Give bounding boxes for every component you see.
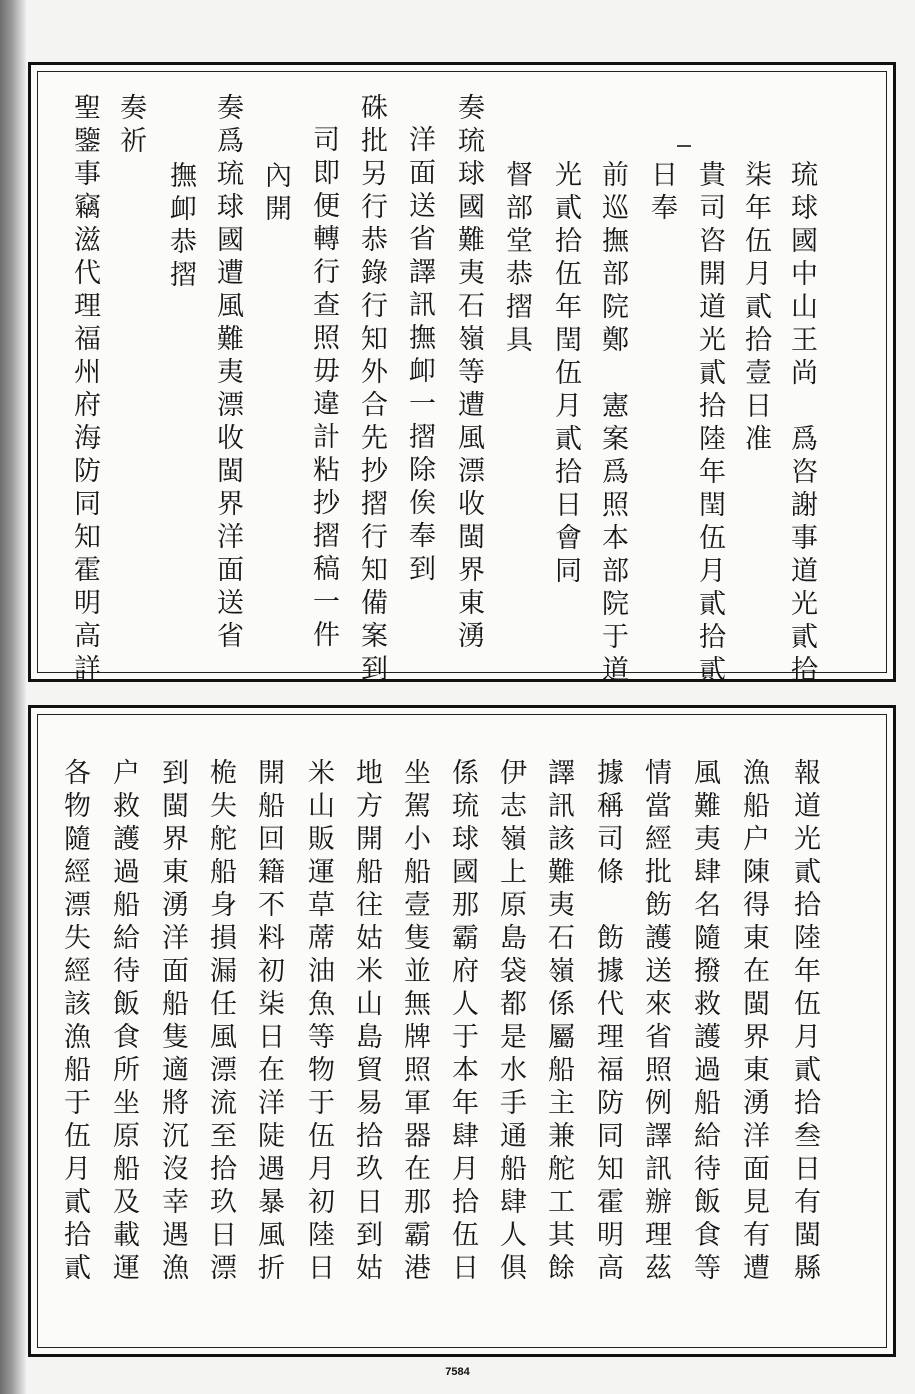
text-column: 據稱司條 飭據代理福防同知霍明高	[592, 758, 623, 1286]
text-column: 聖鑒事竊滋代理福州府海防同知霍明高詳	[69, 93, 100, 687]
text-column: 漁船户陳得東在閩界東湧洋面見有遭	[738, 758, 769, 1286]
text-column: 撫卹恭摺	[165, 161, 196, 293]
text-column: 司即便轉行查照毋違計粘抄摺稿一件	[308, 125, 339, 653]
text-column: 米山販運草蓆油魚等物于伍月初陸日	[303, 758, 334, 1286]
text-column: 奏祈	[115, 93, 146, 159]
text-column: 奏爲琉球國遭風難夷漂收閩界洋面送省	[212, 93, 243, 654]
text-column: 情當經批飭護送來省照例譯訊辦理茲	[640, 758, 671, 1286]
document-panel-bottom	[28, 705, 896, 1357]
text-column: 琉球國中山王尚 爲咨謝事道光貳拾	[786, 160, 817, 688]
text-column: 柒年伍月貳拾壹日准	[740, 160, 771, 457]
text-column: 洋面送省譯訊撫卹一摺除俟奉到	[404, 125, 435, 587]
text-column: 各物隨經漂失經該漁船于伍月貳拾貳	[59, 758, 90, 1286]
text-column: 桅失舵船身損漏任風漂流至拾玖日漂	[205, 758, 236, 1286]
text-column: 日奉	[646, 160, 677, 226]
text-column: 到閩界東湧洋面船隻適將沉沒幸遇漁	[157, 758, 188, 1286]
text-column: 開船回籍不料初柒日在洋陡遇暴風折	[253, 758, 284, 1286]
text-column: 譯訊該難夷石嶺係屬船主兼舵工其餘	[543, 758, 574, 1286]
text-column: 地方開船往姑米山島貿易拾玖日到姑	[351, 758, 382, 1286]
text-column: 户救護過船給待飯食所坐原船及載運	[108, 758, 139, 1286]
text-column: 伊志嶺上原島袋都是水手通船肆人俱	[495, 758, 526, 1286]
book-spine-shadow	[0, 0, 26, 1394]
text-column: 奏琉球國難夷石嶺等遭風漂收閩界東湧	[453, 93, 484, 654]
text-column: 貴司咨開道光貳拾陸年閏伍月貳拾貳	[694, 160, 725, 688]
page-number: 7584	[445, 1366, 470, 1378]
text-column: 係琉球國那霸府人于本年肆月拾伍日	[447, 758, 478, 1286]
text-column: 報道光貳拾陸年伍月貳拾叁日有閩縣	[789, 758, 820, 1286]
text-column: 前巡撫部院鄭 憲案爲照本部院于道	[597, 160, 628, 688]
ink-mark	[677, 145, 691, 147]
text-column: 坐駕小船壹隻並無牌照軍器在那霸港	[399, 758, 430, 1286]
text-column: 督部堂恭摺具	[501, 160, 532, 358]
text-column: 內開	[260, 161, 291, 227]
text-column: 硃批另行恭錄行知外合先抄摺行知備案到	[356, 93, 387, 687]
text-column: 光貳拾伍年閏伍月貳拾日會同	[550, 160, 581, 589]
text-column: 風難夷肆名隨撥救護過船給待飯食等	[689, 758, 720, 1286]
document-panel-top	[28, 62, 896, 688]
